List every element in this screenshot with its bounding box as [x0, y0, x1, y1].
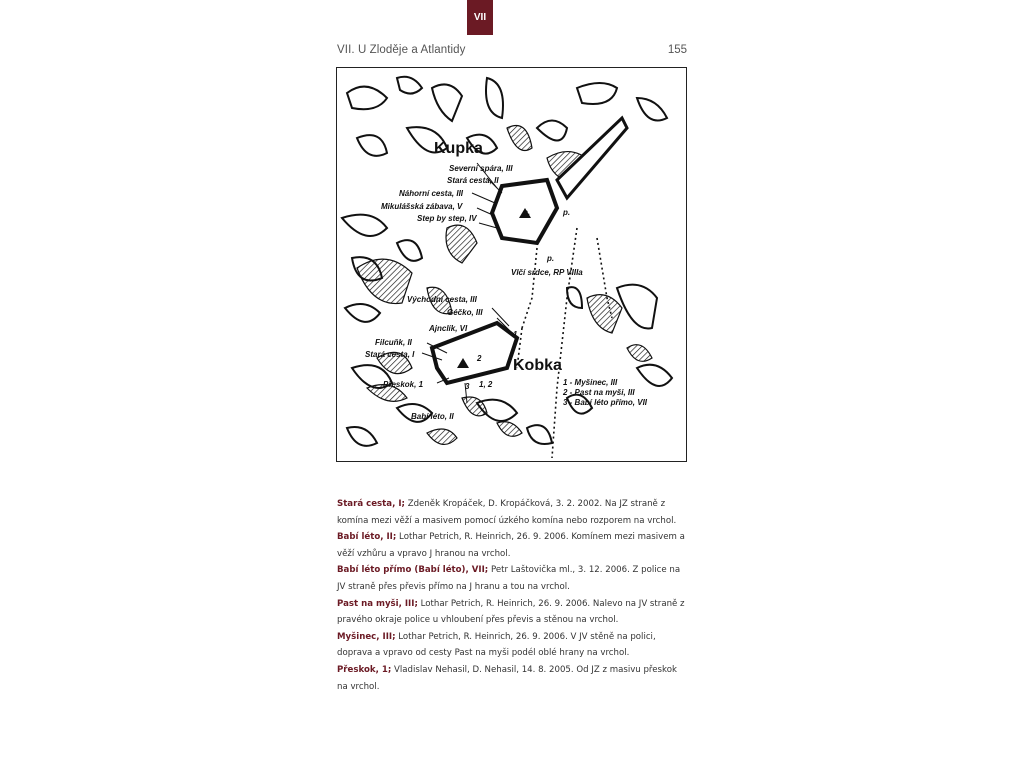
legend-item: 1 - Myšinec, III — [563, 378, 618, 387]
route-label: Babí léto, II — [411, 412, 454, 421]
route-label: Přeskok, 1 — [383, 380, 424, 389]
route-text: Lothar Petrich, R. Heinrich, 26. 9. 2006. V JV stěně na polici, doprava a vpravo od cesty Past na myši podél oblé hrany na vrchol. — [337, 631, 656, 659]
route-label: Severní spára, III — [449, 164, 513, 173]
route-label: Vlčí srdce, RP VIIIa — [511, 268, 583, 277]
route-label: Východní cesta, III — [407, 295, 477, 304]
route-number: 1, 2 — [479, 380, 493, 389]
route-name: Babí léto přímo (Babí léto), VII; — [337, 565, 489, 576]
route-label: p. — [547, 254, 555, 263]
route-label: p. — [523, 208, 531, 217]
route-entry — [337, 662, 689, 695]
route-entry — [337, 562, 689, 595]
route-name: Babí léto, II; — [337, 532, 397, 543]
peak-label-kupka: Kupka — [434, 140, 483, 157]
route-text: Zdeněk Kropáček, D. Kropáčková, 3. 2. 2002. Na JZ straně z komína mezi věží a masivem pomocí úzkého komína nebo rozporem na vrchol. — [337, 499, 677, 526]
route-name: Přeskok, 1; — [337, 664, 392, 675]
route-name: Past na myši, III; — [337, 598, 418, 609]
route-label: Ajnclík, VI — [429, 324, 468, 333]
topo-map — [336, 67, 687, 462]
route-label: Filcuňk, II — [375, 338, 412, 347]
route-number: 3 — [465, 382, 470, 391]
route-number: 1 — [513, 330, 518, 339]
route-label: Step by step, IV — [417, 214, 477, 223]
route-entry — [337, 629, 689, 662]
legend-item: 2 - Past na myši, III — [563, 388, 635, 397]
legend-item: 3 - Babí léto přímo, VII — [563, 398, 648, 407]
peak-label-kobka: Kobka — [513, 357, 562, 374]
route-text: Lothar Petrich, R. Heinrich, 26. 9. 2006. Komínem mezi masivem a věží vzhůru a vpravo J hranou na vrchol. — [337, 532, 685, 559]
route-name: Stará cesta, I; — [337, 499, 405, 509]
route-entry — [337, 596, 689, 629]
route-text: Lothar Petrich, R. Heinrich, 26. 9. 2006. Nalevo na JV straně z pravého okraje police u vhloubení přes převis a stěnou na vrchol. — [337, 598, 685, 626]
chapter-tab: VII — [467, 0, 493, 35]
route-label: Stará cesta, I — [365, 350, 415, 359]
route-descriptions — [337, 496, 689, 695]
route-label: p. — [563, 208, 571, 217]
route-number: 2 — [477, 354, 482, 363]
route-label: Stará cesta, II — [447, 176, 499, 185]
route-label: Náhorní cesta, III — [399, 189, 464, 198]
route-label: Mikulášská zábava, V — [381, 202, 463, 211]
route-entry — [337, 496, 689, 529]
route-text: Petr Laštovička ml., 3. 12. 2006. Z police na JV straně přes převis přímo na J hranu a tou na vrchol. — [337, 565, 681, 592]
route-name: Myšinec, III; — [337, 631, 396, 642]
running-head: VII. U Zloděje a Atlantidy — [337, 44, 466, 56]
route-entry — [337, 529, 689, 562]
route-text: Vladislav Nehasil, D. Nehasil, 14. 8. 2005. Od JZ z masivu přeskok na vrchol. — [337, 664, 677, 692]
page-number: 155 — [667, 44, 687, 56]
route-label: Géčko, III — [447, 308, 483, 317]
